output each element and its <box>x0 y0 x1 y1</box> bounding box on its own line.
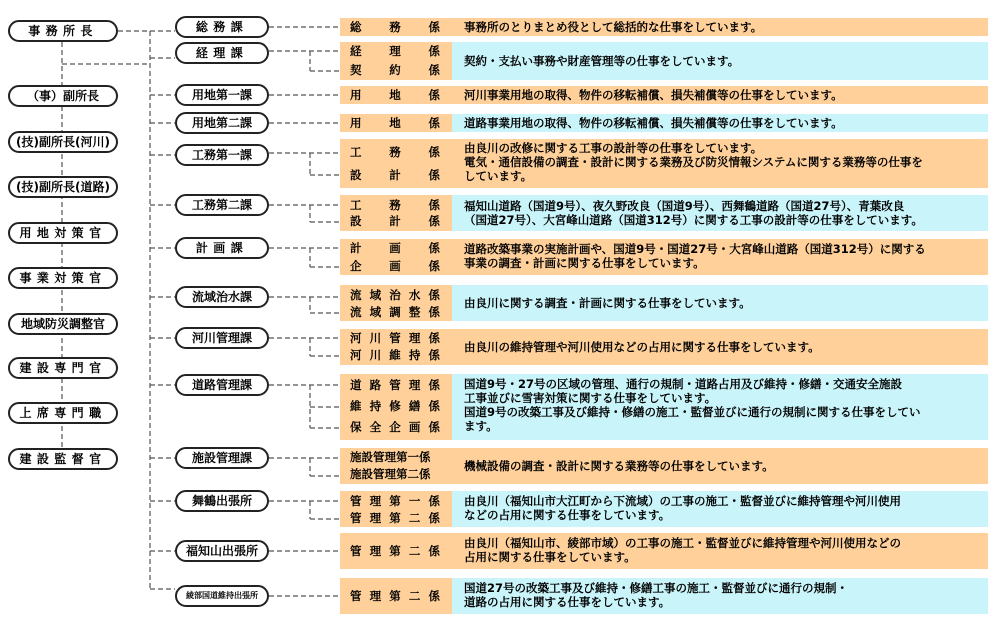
dept-description: 由良川に関する調査・計画に関する仕事をしています。 <box>464 296 751 310</box>
dept-engineering-2: 工務第二課 <box>175 194 269 216</box>
dept-basin-flood-control: 流域治水課 <box>175 286 269 308</box>
section-name: 河川維持係 <box>350 348 440 362</box>
dept-ayabe-road-office: 綾部国道維持出張所 <box>175 585 269 607</box>
dept-facility-management: 施設管理課 <box>175 447 269 469</box>
dept-land-1: 用地第一課 <box>175 84 269 106</box>
dept-description: 契約・支払い事務や財産管理等の仕事をしています。 <box>464 54 740 68</box>
section-name: 契 約 係 <box>350 63 440 77</box>
section-name: 維持修繕係 <box>350 399 440 413</box>
section-name: 管理第二係 <box>350 589 440 603</box>
dept-river-management: 河川管理課 <box>175 327 269 349</box>
dept-accounting: 経理課 <box>175 42 269 64</box>
dept-description: 国道27号の改築工事及び維持・修繕工事の施工・監督並びに通行の規制・ 道路の占用に関する仕事をしています。 <box>464 581 848 609</box>
senior-specialist-box: 上席専門職 <box>8 402 118 424</box>
section-name: 保全企画係 <box>350 420 440 434</box>
dept-description: 事務所のとりまとめ役として総括的な仕事をしています。 <box>464 20 763 34</box>
dept-description: 機械設備の調査・設計に関する業務等の仕事をしています。 <box>464 459 774 473</box>
section-name: 用 地 係 <box>350 116 440 130</box>
section-name: 総 務 係 <box>350 20 440 34</box>
disaster-coordinator-box: 地域防災調整官 <box>8 313 118 335</box>
section-name: 管理第一係 <box>350 494 440 508</box>
dept-description: 河川事業用地の取得、物件の移転補償、損失補償等の仕事をしています。 <box>464 88 843 102</box>
dept-general-affairs: 総務課 <box>175 16 269 38</box>
construction-specialist-box: 建設専門官 <box>8 357 118 379</box>
section-name: 工 務 係 <box>350 198 440 212</box>
dept-road-management: 道路管理課 <box>175 374 269 396</box>
section-name: 管理第二係 <box>350 544 440 558</box>
section-name: 経 理 係 <box>350 44 440 58</box>
dept-description: 道路事業用地の取得、物件の移転補償、損失補償等の仕事をしています。 <box>464 116 843 130</box>
section-name: 流域調整係 <box>350 305 440 319</box>
section-name: 管理第二係 <box>350 511 440 525</box>
director-box: 事務所長 <box>8 20 118 42</box>
section-name: 流域治水係 <box>350 288 440 302</box>
dept-description: 国道9号・27号の区域の管理、通行の規制・道路占用及び維持・修繕・交通安全施設 工事並びに雪害対策に関する仕事をしています。 国道9号の改築工事及び維持・修繕の施工・監督並びに通行の規制に関する仕事をしてい ます。 <box>464 377 921 433</box>
dept-description: 由良川の改修に関する工事の設計等の仕事をしています。 電気・通信設備の調査・設計に関する業務及び防災情報システムに関する業務等の仕事を しています。 <box>464 141 923 183</box>
section-name: 用 地 係 <box>350 88 440 102</box>
construction-supervisor-box: 建設監督官 <box>8 448 118 470</box>
section-name: 設 計 係 <box>350 168 440 182</box>
project-measures-officer-box: 事業対策官 <box>8 267 118 289</box>
dept-planning: 計画課 <box>175 237 269 259</box>
section-name: 施設管理第一係 <box>350 450 431 464</box>
section-name: 設 計 係 <box>350 214 440 228</box>
dept-description: 由良川の維持管理や河川使用などの占用に関する仕事をしています。 <box>464 340 820 354</box>
dept-land-2: 用地第二課 <box>175 112 269 134</box>
dept-description: 福知山道路（国道9号）、夜久野改良（国道9号）、西舞鶴道路（国道27号）、青葉改良 （国道27号）、大宮峰山道路（国道312号）に関する工事の設計等の仕事をしています。 <box>464 199 923 227</box>
section-name: 施設管理第二係 <box>350 467 431 481</box>
dept-description: 由良川（福知山市大江町から下流域）の工事の施工・監督並びに維持管理や河川使用 などの占用に関する仕事をしています。 <box>464 494 901 522</box>
deputy-director-river-box: (技)副所長(河川) <box>8 131 118 153</box>
section-name: 工 務 係 <box>350 145 440 159</box>
land-measures-officer-box: 用地対策官 <box>8 222 118 244</box>
dept-maizuru-office: 舞鶴出張所 <box>175 490 269 512</box>
dept-fukuchiyama-office: 福知山出張所 <box>175 540 269 562</box>
deputy-director-admin-box: （事）副所長 <box>8 85 118 107</box>
section-name: 道路管理係 <box>350 378 440 392</box>
deputy-director-road-box: (技)副所長(道路) <box>8 176 118 198</box>
dept-description: 由良川（福知山市、綾部市域）の工事の施工・監督並びに維持管理や河川使用などの 占用に関する仕事をしています。 <box>464 536 901 564</box>
section-name: 企 画 係 <box>350 259 440 273</box>
section-name: 計 画 係 <box>350 241 440 255</box>
dept-engineering-1: 工務第一課 <box>175 144 269 166</box>
dept-description: 道路改築事業の実施計画や、国道9号・国道27号・大宮峰山道路（国道312号）に関する 事業の調査・計画に関する仕事をしています。 <box>464 242 926 270</box>
section-name: 河川管理係 <box>350 331 440 345</box>
